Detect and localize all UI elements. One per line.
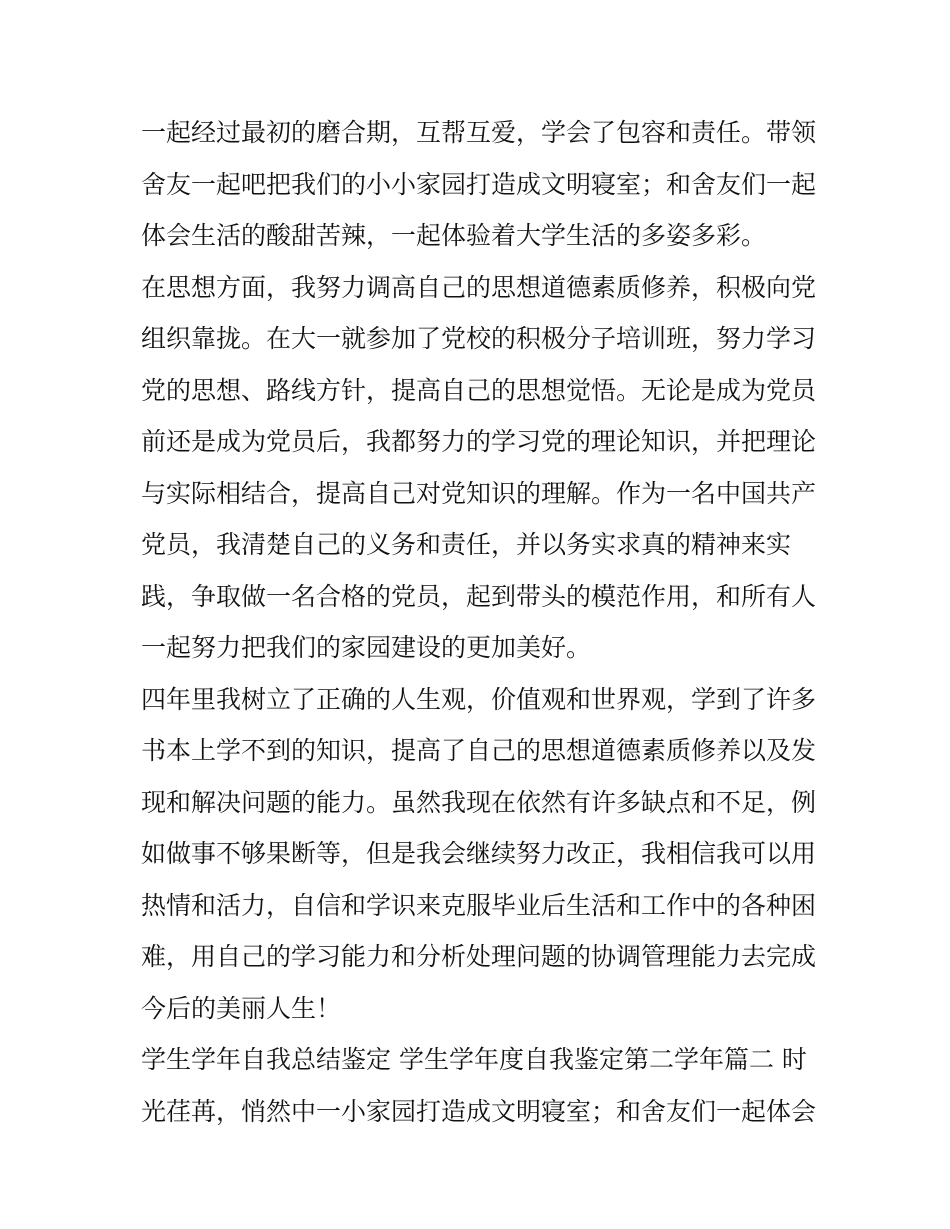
text-line: 光荏苒，悄然中一小家园打造成文明寝室；和舍友们一起体会	[141, 1096, 817, 1126]
text-line: 学生学年自我总结鉴定 学生学年度自我鉴定第二学年篇二 时	[141, 1045, 807, 1074]
text-line: 书本上学不到的知识，提高了自己的思想道德素质修养以及发	[141, 736, 817, 765]
text-line: 组织靠拢。在大一就参加了党校的积极分子培训班，努力学习	[141, 324, 817, 353]
text-line: 现和解决问题的能力。虽然我现在依然有许多缺点和不足，例	[141, 787, 817, 817]
text-line: 党员，我清楚自己的义务和责任，并以务实求真的精神来实	[141, 530, 792, 559]
text-line: 热情和活力，自信和学识来克服毕业后生活和工作中的各种困	[141, 890, 817, 920]
text-line: 体会生活的酸甜苦辣，一起体验着大学生活的多姿多彩。	[141, 221, 767, 250]
text-line: 如做事不够果断等，但是我会继续努力改正，我相信我可以用	[141, 839, 817, 868]
text-line: 舍友一起吧把我们的小小家园打造成文明寝室；和舍友们一起	[141, 169, 817, 199]
document-body	[141, 107, 821, 1137]
text-line: 一起经过最初的磨合期，互帮互爱，学会了包容和责任。带领	[141, 118, 817, 147]
text-line: 今后的美丽人生！	[141, 993, 342, 1023]
text-line: 难，用自己的学习能力和分析处理问题的协调管理能力去完成	[141, 942, 817, 971]
text-line: 践，争取做一名合格的党员，起到带头的模范作用，和所有人	[141, 581, 817, 611]
text-line: 党的思想、路线方针，提高自己的思想觉悟。无论是成为党员	[141, 375, 817, 405]
text-line: 一起努力把我们的家园建设的更加美好。	[141, 633, 592, 662]
text-line: 与实际相结合，提高自己对党知识的理解。作为一名中国共产	[141, 478, 817, 508]
text-line: 四年里我树立了正确的人生观，价值观和世界观，学到了许多	[141, 684, 817, 714]
text-line: 前还是成为党员后，我都努力的学习党的理论知识，并把理论	[141, 427, 817, 456]
text-line: 在思想方面，我努力调高自己的思想道德素质修养，积极向党	[141, 272, 817, 302]
